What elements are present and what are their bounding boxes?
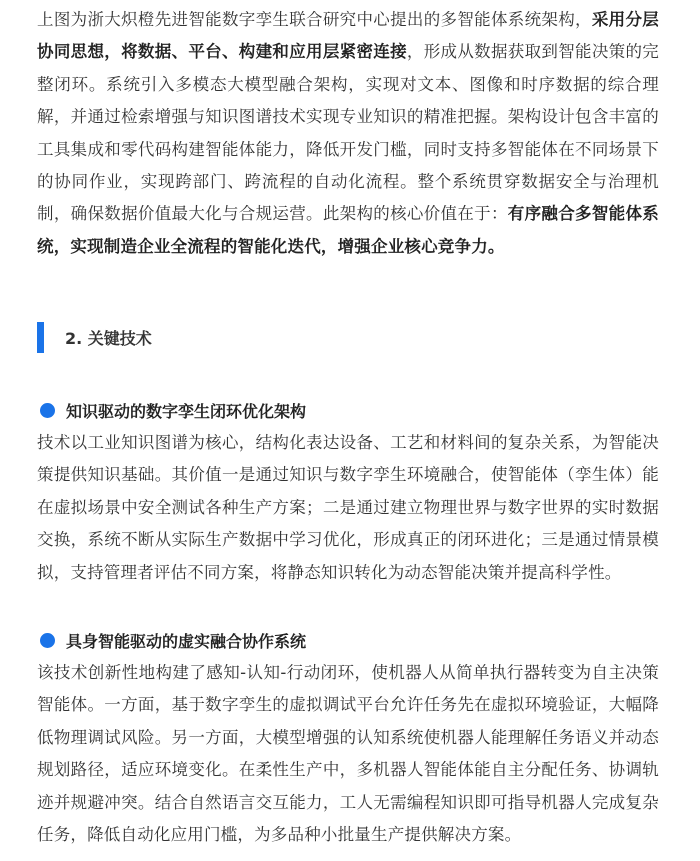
section-heading xyxy=(37,322,152,353)
intro-bold-2: 有序融合多智能体系统，实现制造企业全流程的智能化迭代，增强企业核心竞争力。 xyxy=(37,204,659,256)
bullet-dot-icon xyxy=(40,403,55,418)
tech2-paragraph: 该技术创新性地构建了感知-认知-行动闭环，使机器人从简单执行器转变为自主决策智能体。一方面，基于数字孪生的虚拟调试平台允许任务先在虚拟环境验证，大幅降低物理调试风险。另一方面，大模型增强的认知系统使机器人能理解任务语义并动态规划路径，适应环境变化。在柔性生产中，多机器人智能体能自主分配任务、协调轨迹并规避冲突。结合自然语言交互能力，工人无需编程知识即可指导机器人完成复杂任务，降低自动化应用门槛，为多品种小批量生产提供解决方案。 xyxy=(37,663,659,845)
section-title: 2. 关键技术 xyxy=(65,329,152,348)
tech1-title: 知识驱动的数字孪生闭环优化架构 xyxy=(66,401,307,421)
intro-text-2: ，形成从数据获取到智能决策的完整闭环。系统引入多模态大模型融合架构，实现对文本、图像和时序数据的综合理解，并通过检索增强与知识图谱技术实现专业知识的精准把握。架构设计包含丰富的工具集成和零代码构建智能体能力，降低开发门槛，同时支持多智能体在不同场景下的协同作业，实现跨部门、跨流程的自动化流程。整个系统贯穿数据安全与治理机制，确保数据价值最大化与合规运营。此架构的核心价值在于： xyxy=(37,42,659,224)
intro-bold-1: 采用分层协同思想，将数据、平台、构建和应用层紧密连接 xyxy=(37,10,659,62)
tech1-heading xyxy=(40,398,306,422)
tech1-paragraph: 技术以工业知识图谱为核心，结构化表达设备、工艺和材料间的复杂关系，为智能决策提供知识基础。其价值一是通过知识与数字孪生环境融合，使智能体（孪生体）能在虚拟场景中安全测试各种生产方案；二是通过建立物理世界与数字世界的实时数据交换，系统不断从实际生产数据中学习优化，形成真正的闭环进化；三是通过情景模拟，支持管理者评估不同方案，将静态知识转化为动态智能决策并提高科学性。 xyxy=(37,433,659,582)
bullet-dot-icon xyxy=(40,633,55,648)
tech2-heading xyxy=(40,628,306,652)
tech2-title: 具身智能驱动的虚实融合协作系统 xyxy=(66,631,307,651)
intro-paragraph xyxy=(37,4,659,263)
intro-text-1: 上图为浙大炽橙先进智能数字孪生联合研究中心提出的多智能体系统架构， xyxy=(37,10,592,29)
section-accent-bar xyxy=(37,322,44,353)
